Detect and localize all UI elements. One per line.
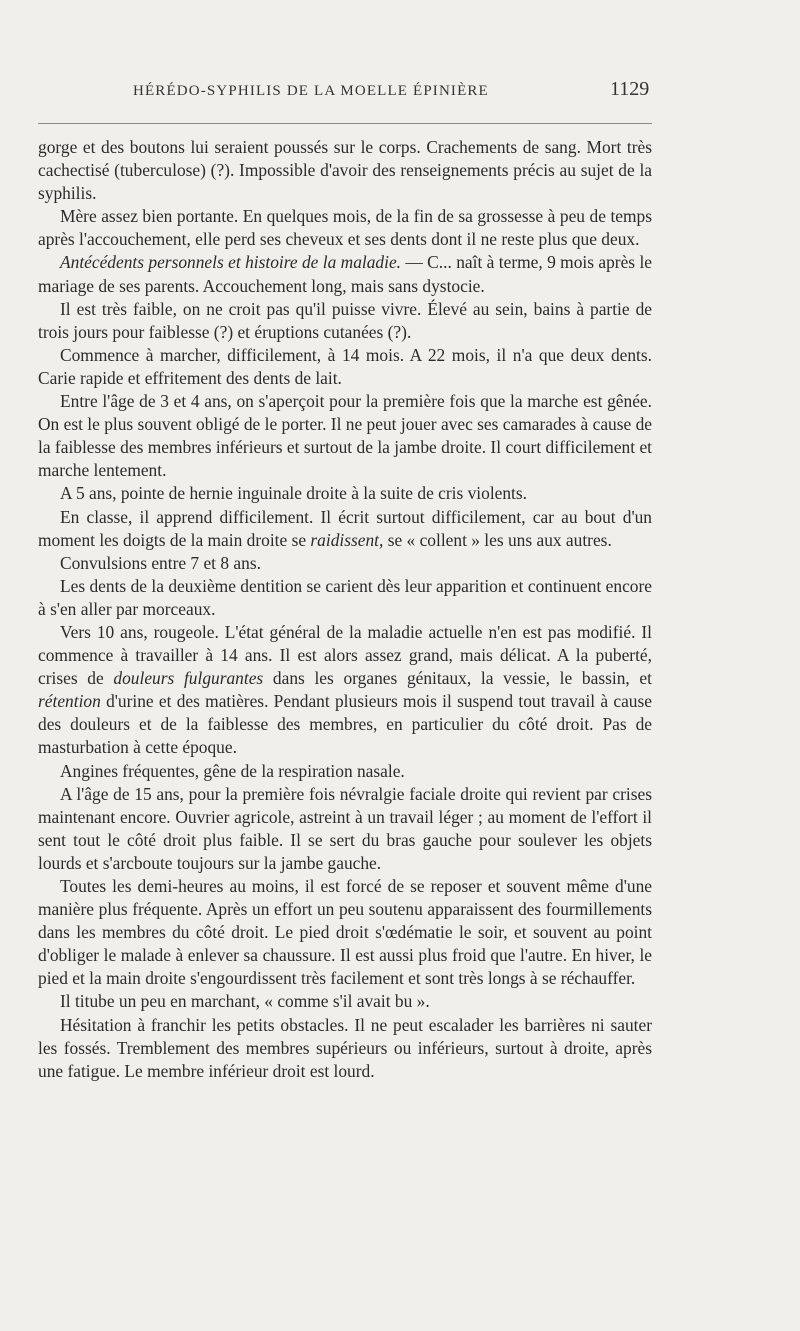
body-text [38, 136, 652, 1083]
paragraph: Entre l'âge de 3 et 4 ans, on s'aperçoit pour la première fois que la marche est gênée. On est le plus souvent obligé de le porter. Il ne peut jouer avec ses camarades à cause de la faiblesse des membres inférieurs et surtout de la jambe droite. Il court difficilement et marche lentement. [38, 391, 652, 481]
paragraph: A l'âge de 15 ans, pour la première fois névralgie faciale droite qui revient par crises maintenant encore. Ouvrier agricole, astreint à un travail léger ; au moment de l'effort il sent tout le côté droit plus faible. Il se sert du bras gauche pour soulever les objets lourds et s'arcboute toujours sur la jambe gauche. [38, 783, 652, 873]
page-header [0, 77, 800, 107]
paragraph: Mère assez bien portante. En quelques mois, de la fin de sa grossesse à peu de temps après l'accouchement, elle perd ses cheveux et ses dents dont il ne reste plus que deux. [38, 206, 652, 250]
paragraph: Toutes les demi-heures au moins, il est forcé de se reposer et souvent même d'une manière plus fréquente. Après un effort un peu soutenu apparaissent des fourmillements dans les membres du côté droit. Le pied droit s'œdématie le soir, et souvent au point d'obliger le malade à enlever sa chaussure. Il est aussi plus froid que l'autre. En hiver, le pied et la main droite s'engourdissent très facilement et sont très longs à se réchauffer. [38, 876, 652, 989]
paragraph: Les dents de la deuxième dentition se carient dès leur apparition et continuent encore à s'en aller par morceaux. [38, 575, 652, 619]
paragraph: Il titube un peu en marchant, « comme s'il avait bu ». [60, 991, 430, 1012]
paragraph: Antécédents personnels et histoire de la maladie. — C... naît à terme, 9 mois après le mariage de ses parents. Accouchement long, mais sans dystocie. [38, 252, 652, 296]
running-title: HÉRÉDO-SYPHILIS DE LA MOELLE ÉPINIÈRE [133, 83, 489, 99]
paragraph: Il est très faible, on ne croit pas qu'il puisse vivre. Élevé au sein, bains à partie de trois jours pour faiblesse (?) et éruptions cutanées (?). [38, 298, 652, 342]
paragraph: Convulsions entre 7 et 8 ans. [60, 552, 261, 573]
paragraph: Hésitation à franchir les petits obstacles. Il ne peut escalader les barrières ni sauter les fossés. Tremblement des membres supérieurs ou inférieurs, surtout à droite, après une fatigue. Le membre inférieur droit est lourd. [38, 1014, 652, 1081]
paragraph: Commence à marcher, difficilement, à 14 mois. A 22 mois, il n'a que deux dents. Carie rapide et effritement des dents de lait. [38, 344, 652, 388]
paragraph: Vers 10 ans, rougeole. L'état général de la maladie actuelle n'en est pas modifié. Il commence à travailler à 14 ans. Il est alors assez grand, mais délicat. A la puberté, crises de douleurs fulgurantes dans les organes génitaux, la vessie, le bassin, et rétention d'urine et des matières. Pendant plusieurs mois il suspend tout travail à cause des douleurs et de la faiblesse des membres, en particulier du côté droit. Pas de masturbation à cette époque. [38, 621, 652, 758]
page-number: 1129 [610, 78, 650, 100]
paragraph: En classe, il apprend difficilement. Il écrit surtout difficilement, car au bout d'un moment les doigts de la main droite se raidissent, se « collent » les uns aux autres. [38, 506, 652, 550]
paragraph: gorge et des boutons lui seraient poussés sur le corps. Crachements de sang. Mort très cachectisé (tuberculose) (?). Impossible d'avoir des renseignements précis au sujet de la syphilis. [38, 137, 652, 204]
section-heading: Antécédents personnels et histoire de la maladie. [60, 252, 402, 273]
paragraph: Angines fréquentes, gêne de la respiration nasale. [60, 760, 405, 781]
header-rule [38, 123, 652, 124]
paragraph: A 5 ans, pointe de hernie inguinale droite à la suite de cris violents. [60, 483, 528, 504]
